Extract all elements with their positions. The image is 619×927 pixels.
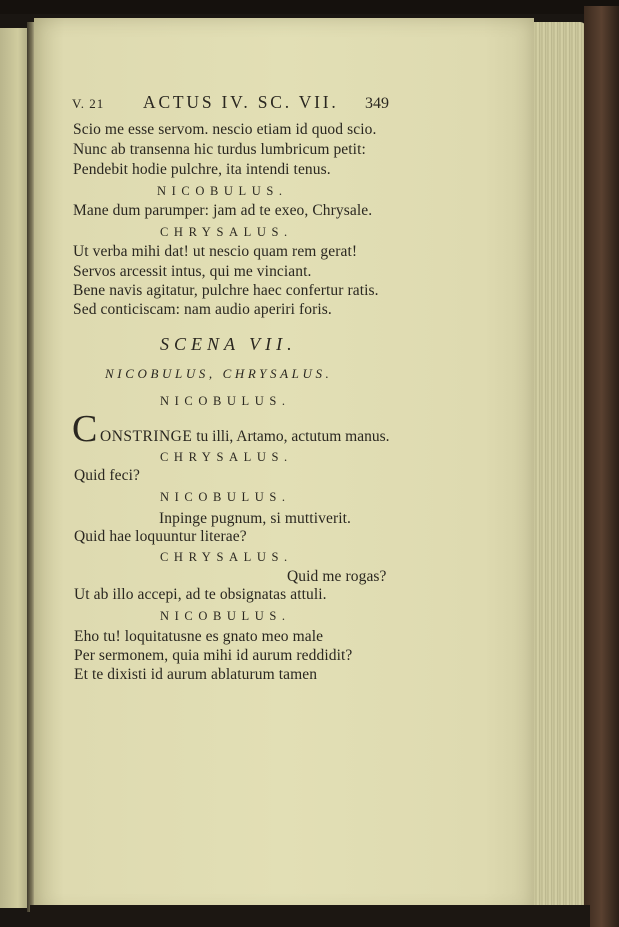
speaker-label: NICOBULUS.: [157, 184, 288, 198]
speaker-label: NICOBULUS.: [160, 394, 291, 408]
scene-title: SCENA VII.: [160, 334, 297, 354]
verse-line: Quid feci?: [74, 467, 140, 484]
verse-line: Inpinge pugnum, si muttiverit.: [159, 510, 351, 527]
speaker-label: NICOBULUS.: [160, 609, 291, 623]
signature-mark: V. 21: [72, 96, 105, 111]
page-number: 349: [365, 95, 389, 112]
verse-line: Quid me rogas?: [287, 568, 387, 585]
verse-line: Ut ab illo accepi, ad te obsignatas attuli.: [74, 586, 327, 603]
first-word-smallcaps: ONSTRINGE: [100, 428, 193, 445]
speaker-label: NICOBULUS.: [160, 490, 291, 504]
running-title: ACTUS IV. SC. VII.: [143, 92, 339, 112]
verse-line: Servos arcessit intus, qui me vinciant.: [73, 263, 312, 280]
verse-line: Scio me esse servom. nescio etiam id quod scio.: [73, 121, 377, 138]
verse-line: Quid hae loquuntur literae?: [74, 528, 247, 545]
scene-persons: NICOBULUS, CHRYSALUS.: [105, 366, 333, 381]
verse-line: Sed conticiscam: nam audio aperiri foris.: [73, 301, 332, 318]
verse-line: Nunc ab transenna hic turdus lumbricum petit:: [73, 141, 366, 158]
verse-line: Eho tu! loquitatusne es gnato meo male: [74, 628, 324, 645]
verse-line: Et te dixisti id aurum ablaturum tamen: [74, 666, 318, 683]
verse-line-rest: tu illi, Artamo, actutum manus.: [196, 428, 390, 445]
verse-line: Bene navis agitatur, pulchre haec confertur ratis.: [73, 282, 379, 299]
verse-line: Pendebit hodie pulchre, ita intendi tenus.: [73, 161, 331, 178]
drop-cap: C: [72, 408, 98, 450]
verse-line: Ut verba mihi dat! ut nescio quam rem gerat!: [73, 243, 358, 260]
verse-line: [100, 428, 390, 446]
verse-line: Per sermonem, quia mihi id aurum reddidit?: [74, 647, 353, 664]
verse-line: Mane dum parumper: jam ad te exeo, Chrysale.: [73, 202, 373, 219]
speaker-label: CHRYSALUS.: [160, 225, 293, 239]
speaker-label: CHRYSALUS.: [160, 450, 293, 464]
speaker-label: CHRYSALUS.: [160, 550, 293, 564]
